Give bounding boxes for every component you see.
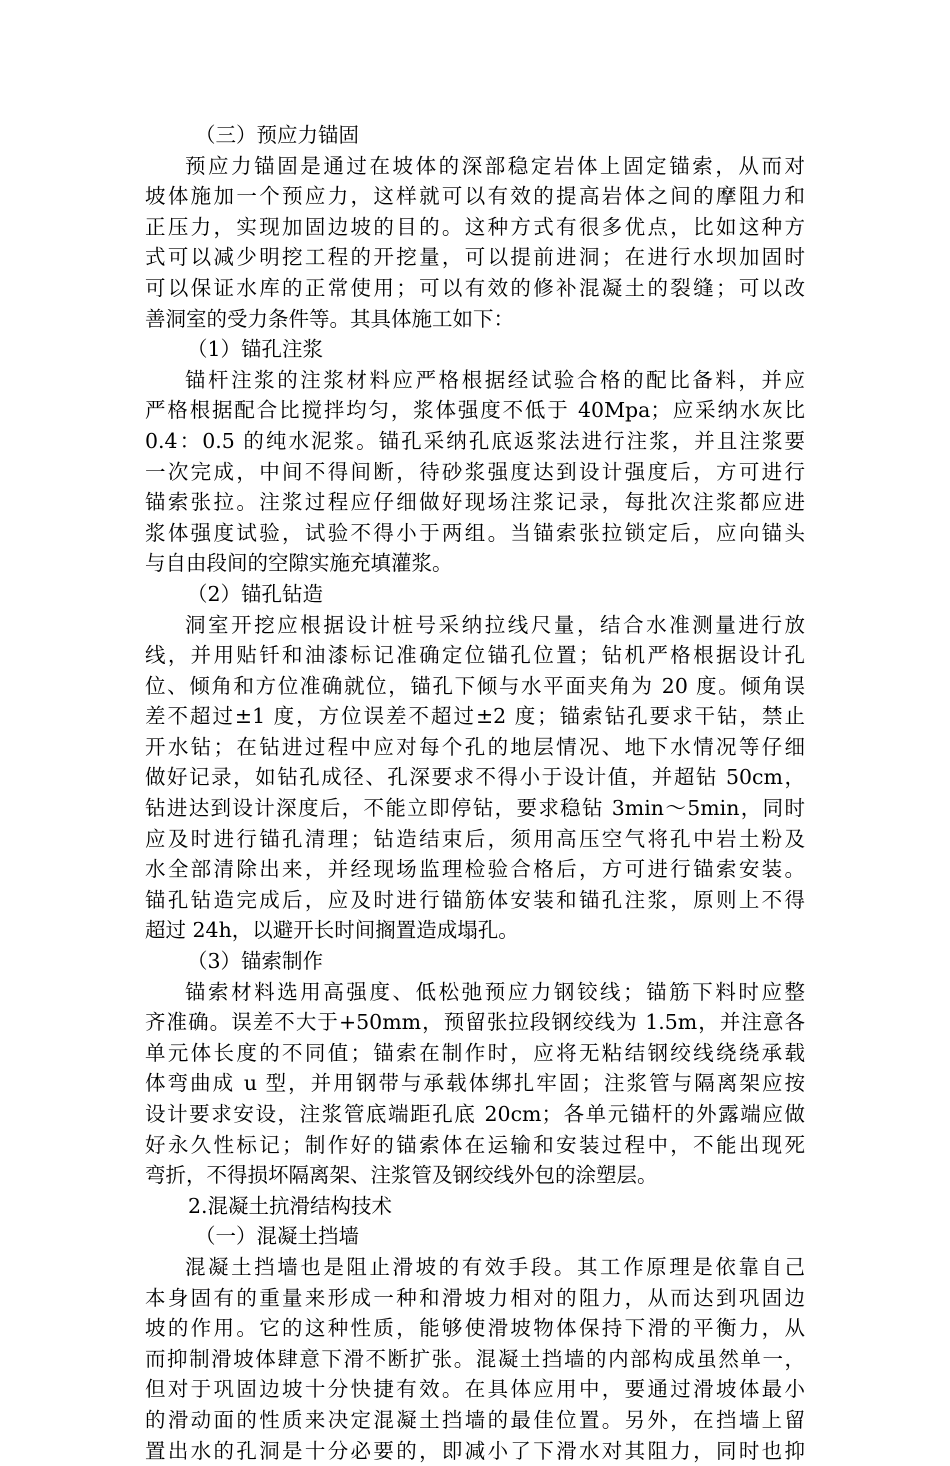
- paragraph-line: 可以保证水库的正常使用；可以有效的修补混凝土的裂缝；可以改: [145, 275, 805, 300]
- paragraph-line: 坡的作用。它的这种性质，能够使滑坡物体保持下滑的平衡力，从: [145, 1316, 805, 1341]
- paragraph-line: 好永久性标记；制作好的锚索体在运输和安装过程中，不能出现死: [145, 1132, 805, 1157]
- document-page: [145, 120, 805, 1466]
- paragraph-line: 应及时进行锚孔清理；钻造结束后，须用高压空气将孔中岩土粉及: [145, 826, 805, 851]
- paragraph-line: 水全部清除出来，并经现场监理检验合格后，方可进行锚索安装。: [145, 857, 805, 882]
- paragraph-line: 的滑动面的性质来决定混凝土挡墙的最佳位置。另外，在挡墙上留: [145, 1407, 805, 1432]
- paragraph-line: 锚索材料选用高强度、低松弛预应力钢铰线；锚筋下料时应整: [185, 979, 805, 1004]
- paragraph-line: 置出水的孔洞是十分必要的，即减小了下滑水对其阻力，同时也抑: [145, 1438, 805, 1463]
- paragraph-line: 预应力锚固是通过在坡体的深部稳定岩体上固定锚索，从而对: [185, 153, 805, 178]
- paragraph-line: 锚杆注浆的注浆材料应严格根据经试验合格的配比备料，并应: [185, 367, 805, 392]
- paragraph-line: 位、倾角和方位准确就位，锚孔下倾与水平面夹角为 20 度。倾角误: [145, 673, 805, 698]
- subheading-anchor-cable-fabrication: （3）锚索制作: [187, 949, 324, 974]
- paragraph-line: 设计要求安设，注浆管底端距孔底 20cm；各单元锚杆的外露端应做: [145, 1102, 805, 1126]
- paragraph-line: 洞室开挖应根据设计桩号采纳拉线尺量，结合水准测量进行放: [185, 612, 805, 637]
- section-heading-prestressed-anchoring: （三）预应力锚固: [195, 123, 359, 147]
- paragraph-line: 线，并用贴钎和油漆标记准确定位锚孔位置；钻机严格根据设计孔: [145, 643, 805, 668]
- paragraph-line: 混凝土挡墙也是阻止滑坡的有效手段。其工作原理是依靠自己: [185, 1254, 805, 1279]
- paragraph-line: 0.4：0.5 的纯水泥浆。锚孔采纳孔底返浆法进行注浆，并且注浆要: [145, 428, 805, 453]
- paragraph-line: 严格根据配合比搅拌均匀，浆体强度不低于 40Mpa；应采纳水灰比: [145, 398, 805, 423]
- paragraph-line: 开水钻；在钻进过程中应对每个孔的地层情况、地下水情况等仔细: [145, 734, 805, 759]
- paragraph-line: 单元体长度的不同值；锚索在制作时，应将无粘结钢绞线绕绕承载: [145, 1040, 805, 1065]
- paragraph-line: 浆体强度试验，试验不得小于两组。当锚索张拉锁定后，应向锚头: [145, 520, 805, 545]
- paragraph-line: 锚孔钻造完成后，应及时进行锚筋体安装和锚孔注浆，原则上不得: [145, 887, 805, 912]
- paragraph-line: 但对于巩固边坡十分快捷有效。在具体应用中，要通过滑坡体最小: [145, 1377, 805, 1402]
- subheading-anchor-hole-grouting: （1）锚孔注浆: [187, 337, 324, 362]
- paragraph-line: 齐准确。误差不大于+50mm，预留张拉段钢绞线为 1.5m，并注意各: [145, 1010, 805, 1035]
- paragraph-line: 一次完成，中间不得间断，待砂浆强度达到设计强度后，方可进行: [145, 459, 805, 484]
- paragraph-line: 弯折，不得损坏隔离架、注浆管及钢绞线外包的涂塑层。: [145, 1163, 658, 1188]
- paragraph-line: 善洞室的受力条件等。其具体施工如下：: [145, 306, 514, 331]
- paragraph-line: 式可以减少明挖工程的开挖量，可以提前进洞；在进行水坝加固时: [145, 245, 805, 270]
- paragraph-line: 锚索张拉。注浆过程应仔细做好现场注浆记录，每批次注浆都应进: [145, 490, 805, 515]
- paragraph-line: 超过 24h，以避开长时间搁置造成塌孔。: [145, 918, 519, 943]
- paragraph-line: 与自由段间的空隙实施充填灌浆。: [145, 551, 453, 576]
- subheading-concrete-retaining-wall: （一）混凝土挡墙: [195, 1224, 359, 1249]
- paragraph-line: 钻进达到设计深度后，不能立即停钻，要求稳钻 3min～5min，同时: [145, 796, 805, 821]
- section-heading-concrete-anti-slide: 2.混凝土抗滑结构技术: [188, 1193, 393, 1218]
- paragraph-line: 本身固有的重量来形成一种和滑坡力相对的阻力，从而达到巩固边: [145, 1285, 805, 1310]
- paragraph-line: 正压力，实现加固边坡的目的。这种方式有很多优点，比如这种方: [145, 214, 805, 239]
- paragraph-line: 坡体施加一个预应力，这样就可以有效的提高岩体之间的摩阻力和: [145, 184, 805, 209]
- paragraph-line: 体弯曲成 u 型，并用钢带与承载体绑扎牢固；注浆管与隔离架应按: [145, 1071, 805, 1096]
- subheading-anchor-hole-drilling: （2）锚孔钻造: [187, 581, 324, 606]
- paragraph-line: 而抑制滑坡体肆意下滑不断扩张。混凝土挡墙的内部构成虽然单一，: [145, 1346, 805, 1371]
- paragraph-line: 差不超过±1 度，方位误差不超过±2 度；锚索钻孔要求干钻，禁止: [145, 704, 805, 729]
- paragraph-line: 做好记录，如钻孔成径、孔深要求不得小于设计值，并超钻 50cm，: [145, 765, 805, 790]
